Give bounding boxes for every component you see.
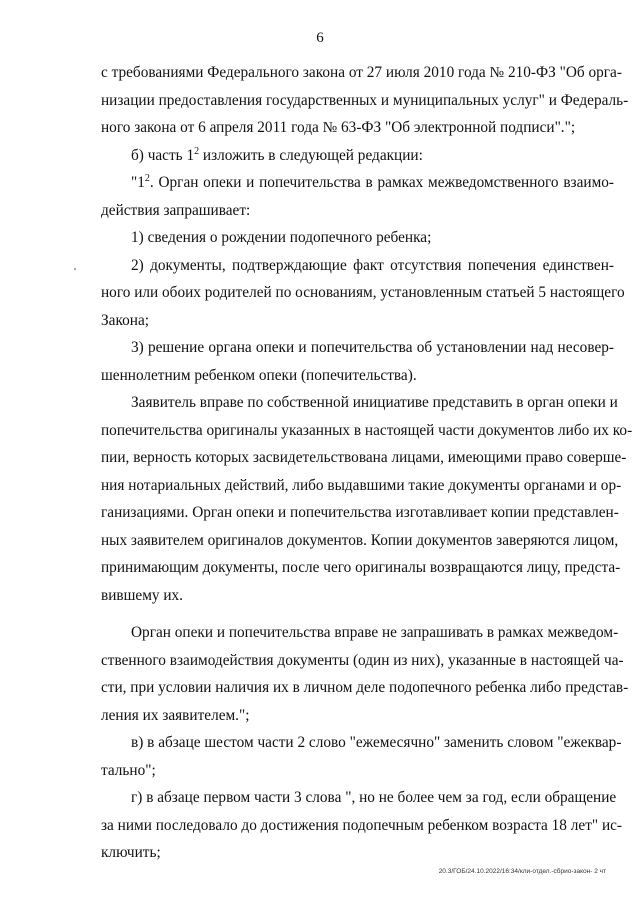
text-line: Закона; [101,311,149,329]
text-line: шеннолетним ребенком опеки (попечительства). [101,366,417,384]
text-line: 1) сведения о рождении подопечного ребенка; [131,229,432,246]
text-line: ганизациями. Орган опеки и попечительства изготавливает копии представлен- [101,504,619,521]
text-line: принимающим документы, после чего оригиналы возвращаются лицу, предста- [101,559,621,576]
text-line: тально"; [101,761,156,779]
text-line: в) в абзаце шестом части 2 слово "ежемесячно" заменить словом "ежеквар- [131,734,622,751]
footer-stamp: 20.3/ГОБ/24.10.2022/16:34/кли-отдел.-сбрио-закон- 2 чт [438,868,606,875]
page-number: 6 [316,30,324,46]
text-fragment: . Орган опеки и попечительства в рамках межведомственного взаимо- [149,174,614,191]
document-body [101,59,633,867]
text-line: ключить; [101,844,161,861]
text-line: ния нотариальных действий, либо выдавшими такие документы органами и ор- [101,476,622,494]
paragraph-gap [101,609,614,619]
text-line: низации предоставления государственных и муниципальных услуг" и Федераль- [101,91,629,109]
text-fragment: "1 [131,174,145,191]
superscript: 2 [194,145,200,157]
text-line [101,169,614,197]
text-line: ственного взаимодействия документы (один из них), указанные в настоящей ча- [101,651,624,669]
superscript: 2 [144,172,150,184]
text-line: г) в абзаце первом части 3 слова ", но не более чем за год, если обращение [131,789,617,806]
text-line: ного закона от 6 апреля 2011 года № 63-ФЗ "Об электронной подписи"."; [101,119,576,136]
text-line: вившему их. [101,586,184,604]
text-line: Заявитель вправе по собственной инициативе представить в орган опеки и [131,394,618,411]
text-line: ного или обоих родителей по основаниям, установленным статьей 5 настоящего [101,284,625,301]
text-fragment: изложить в следующей редакции: [199,146,423,164]
text-line: за ними последовало до достижения подопечным ребенком возраста 18 лет" ис- [101,816,623,834]
text-line: Орган опеки и попечительства вправе не запрашивать в рамках межведом- [131,624,619,641]
text-line: сти, при условии наличия их в личном деле подопечного ребенка либо представ- [101,679,629,696]
text-line: 3) решение органа опеки и попечительства об установлении над несовер- [131,339,614,356]
text-line: действия запрашивает: [101,201,251,219]
margin-mark [74,268,76,270]
text-fragment: б) часть 1 [131,146,195,164]
text-line: пии, верность которых засвидетельствована лицами, имеющими право соверше- [101,449,627,466]
text-line [101,142,614,170]
text-line: ных заявителем оригиналов документов. Копии документов заверяются лицом, [101,531,619,549]
text-line: с требованиями Федерального закона от 27 июля 2010 года № 210-ФЗ "Об орга- [101,64,622,81]
text-line: 2) документы, подтверждающие факт отсутствия попечения единствен- [131,256,614,274]
text-line: ления их заявителем."; [101,706,250,724]
text-line: попечительства оригиналы указанных в настоящей части документов либо их ко- [101,421,633,439]
